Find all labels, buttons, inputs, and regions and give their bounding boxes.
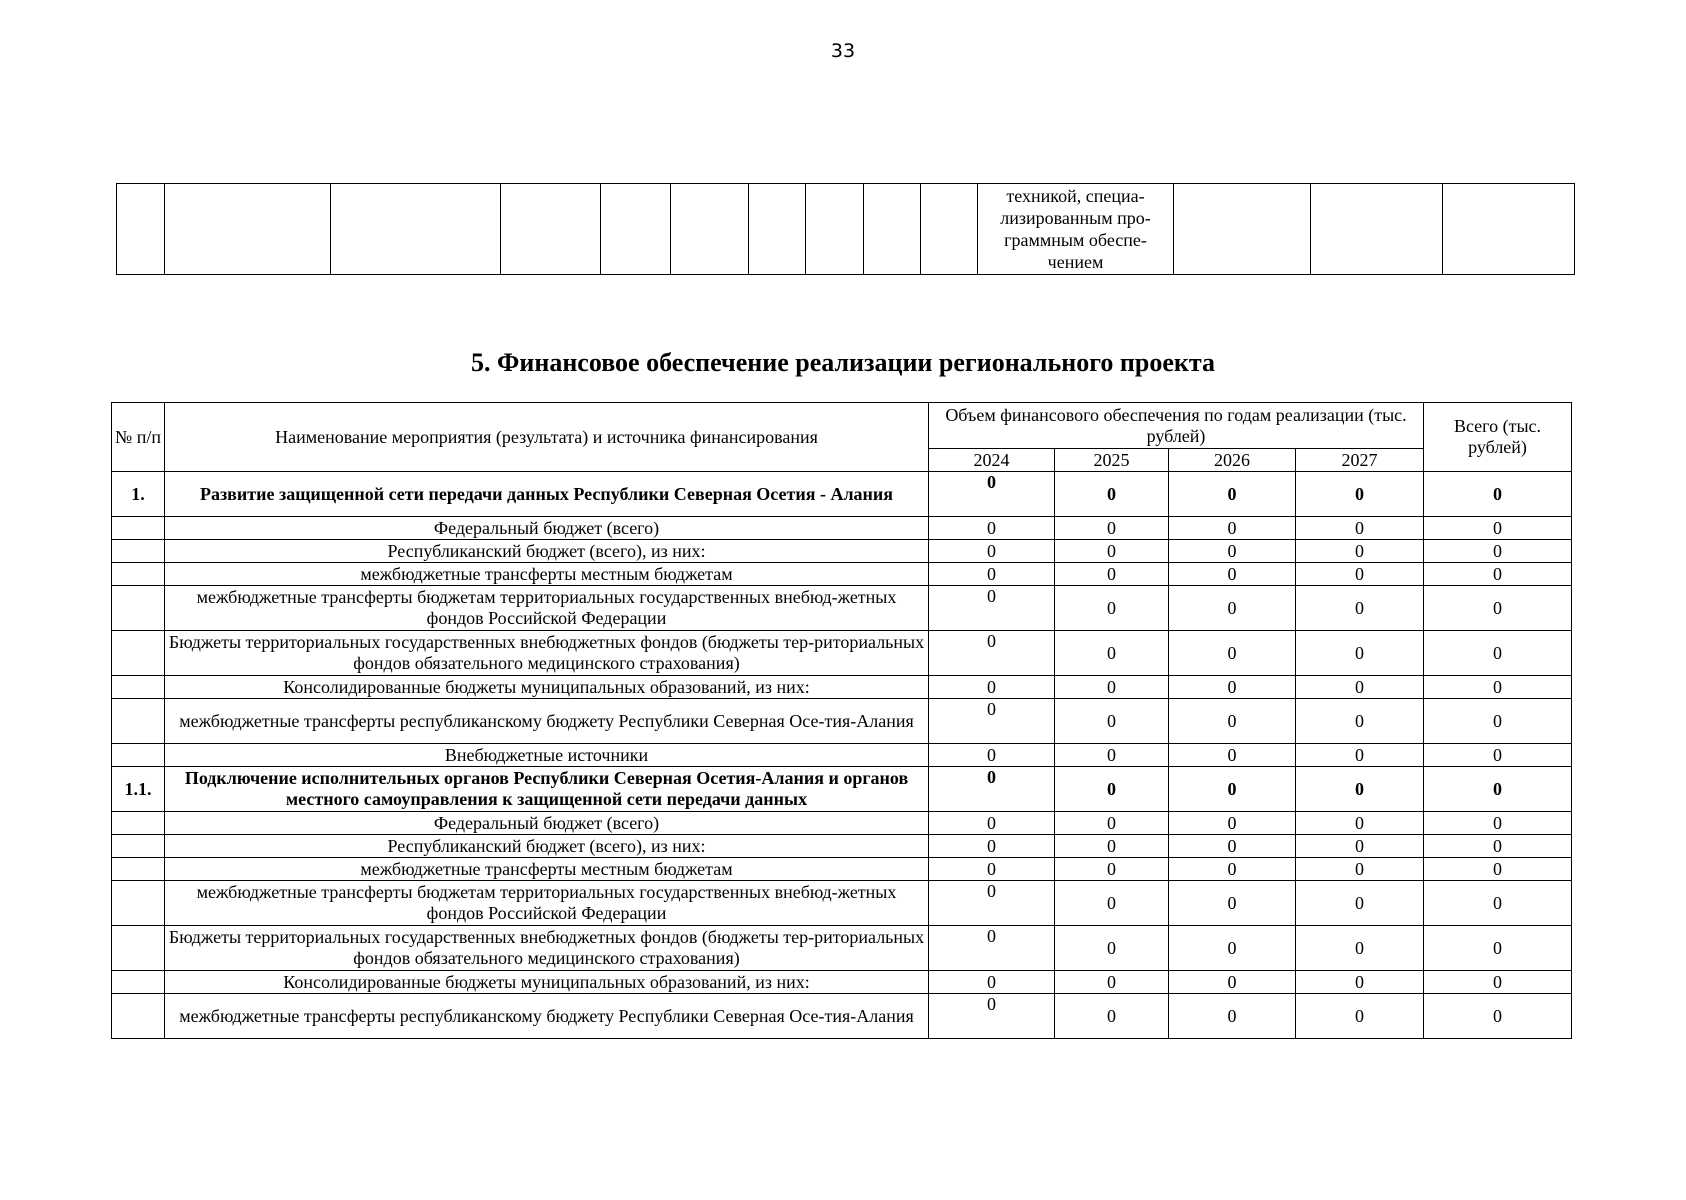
section-title: 5. Финансовое обеспечение реализации регионального проекта <box>471 348 1215 377</box>
row-value: 0 <box>1296 517 1424 540</box>
row-number <box>112 926 165 971</box>
row-value: 0 <box>1055 676 1169 699</box>
row-name: межбюджетные трансферты бюджетам территориальных государственных внебюд-жетных фондов Российской Федерации <box>165 586 929 631</box>
row-value: 0 <box>1055 631 1169 676</box>
row-value: 0 <box>1055 540 1169 563</box>
row-value: 0 <box>929 971 1055 994</box>
row-total: 0 <box>1424 563 1572 586</box>
table-row <box>112 676 1572 699</box>
row-total: 0 <box>1424 881 1572 926</box>
row-name: Федеральный бюджет (всего) <box>165 517 929 540</box>
table-row <box>112 926 1572 971</box>
continuation-row <box>117 184 1575 275</box>
row-name: межбюджетные трансферты республиканскому бюджету Республики Северная Осе-тия-Алания <box>165 994 929 1039</box>
header-volume: Объем финансового обеспечения по годам реализации (тыс. рублей) <box>929 403 1424 449</box>
row-value: 0 <box>1169 835 1296 858</box>
row-value: 0 <box>929 540 1055 563</box>
row-value: 0 <box>1296 676 1424 699</box>
row-value: 0 <box>1296 767 1424 812</box>
row-value: 0 <box>929 767 1055 812</box>
row-name: Консолидированные бюджеты муниципальных образований, из них: <box>165 676 929 699</box>
row-value: 0 <box>1169 744 1296 767</box>
row-value: 0 <box>929 994 1055 1039</box>
row-number <box>112 676 165 699</box>
row-name: Подключение исполнительных органов Республики Северная Осетия-Алания и органов местного самоуправления к защищенной сети передачи данных <box>165 767 929 812</box>
row-total: 0 <box>1424 676 1572 699</box>
row-value: 0 <box>1296 812 1424 835</box>
row-value: 0 <box>1296 926 1424 971</box>
row-value: 0 <box>1296 563 1424 586</box>
row-value: 0 <box>1055 586 1169 631</box>
row-value: 0 <box>1296 699 1424 744</box>
row-value: 0 <box>929 858 1055 881</box>
row-value: 0 <box>929 835 1055 858</box>
row-name: Консолидированные бюджеты муниципальных образований, из них: <box>165 971 929 994</box>
table-row <box>112 699 1572 744</box>
row-value: 0 <box>1169 586 1296 631</box>
row-total: 0 <box>1424 540 1572 563</box>
row-name: Развитие защищенной сети передачи данных Республики Северная Осетия - Алания <box>165 472 929 517</box>
row-value: 0 <box>1169 517 1296 540</box>
row-name: межбюджетные трансферты бюджетам территориальных государственных внебюд-жетных фондов Российской Федерации <box>165 881 929 926</box>
row-value: 0 <box>1055 517 1169 540</box>
row-value: 0 <box>1055 699 1169 744</box>
empty-cell <box>1174 184 1311 275</box>
row-value: 0 <box>929 676 1055 699</box>
row-total: 0 <box>1424 926 1572 971</box>
empty-cell <box>501 184 601 275</box>
page-number: 33 <box>830 40 856 62</box>
row-number <box>112 517 165 540</box>
row-number <box>112 631 165 676</box>
row-number: 1.1. <box>112 767 165 812</box>
row-value: 0 <box>1296 994 1424 1039</box>
row-number <box>112 563 165 586</box>
header-year: 2026 <box>1169 449 1296 472</box>
row-value: 0 <box>1296 744 1424 767</box>
row-value: 0 <box>1055 812 1169 835</box>
row-value: 0 <box>929 472 1055 517</box>
table-row <box>112 767 1572 812</box>
financing-table <box>111 402 1572 1039</box>
row-value: 0 <box>1169 994 1296 1039</box>
table-row <box>112 586 1572 631</box>
row-name: Республиканский бюджет (всего), из них: <box>165 540 929 563</box>
row-value: 0 <box>1055 926 1169 971</box>
row-value: 0 <box>929 881 1055 926</box>
row-value: 0 <box>1296 835 1424 858</box>
row-value: 0 <box>1296 540 1424 563</box>
table-row <box>112 540 1572 563</box>
row-value: 0 <box>929 699 1055 744</box>
empty-cell <box>806 184 864 275</box>
header-year: 2025 <box>1055 449 1169 472</box>
row-name: Бюджеты территориальных государственных внебюджетных фондов (бюджеты тер-риториальных фондов обязательного медицинского страхования) <box>165 926 929 971</box>
row-number <box>112 858 165 881</box>
header-num: № п/п <box>112 403 165 472</box>
row-total: 0 <box>1424 971 1572 994</box>
row-name: межбюджетные трансферты местным бюджетам <box>165 858 929 881</box>
row-number <box>112 812 165 835</box>
row-value: 0 <box>1169 767 1296 812</box>
row-value: 0 <box>1055 971 1169 994</box>
row-name: межбюджетные трансферты местным бюджетам <box>165 563 929 586</box>
row-value: 0 <box>929 926 1055 971</box>
empty-cell <box>601 184 671 275</box>
row-value: 0 <box>929 631 1055 676</box>
row-total: 0 <box>1424 812 1572 835</box>
table-row <box>112 744 1572 767</box>
table-row <box>112 472 1572 517</box>
header-year: 2027 <box>1296 449 1424 472</box>
row-value: 0 <box>1169 563 1296 586</box>
row-number <box>112 586 165 631</box>
table-row <box>112 563 1572 586</box>
table-row <box>112 971 1572 994</box>
row-total: 0 <box>1424 472 1572 517</box>
row-value: 0 <box>1055 767 1169 812</box>
row-value: 0 <box>1169 472 1296 517</box>
row-value: 0 <box>1169 676 1296 699</box>
row-total: 0 <box>1424 767 1572 812</box>
row-number <box>112 540 165 563</box>
row-number <box>112 971 165 994</box>
table-row <box>112 881 1572 926</box>
header-year: 2024 <box>929 449 1055 472</box>
empty-cell <box>331 184 501 275</box>
row-value: 0 <box>929 586 1055 631</box>
empty-cell <box>749 184 806 275</box>
continuation-table <box>116 183 1575 275</box>
row-total: 0 <box>1424 835 1572 858</box>
empty-cell <box>165 184 331 275</box>
row-name: межбюджетные трансферты республиканскому бюджету Республики Северная Осе-тия-Алания <box>165 699 929 744</box>
financing-table-body <box>112 472 1572 1039</box>
row-value: 0 <box>929 744 1055 767</box>
row-value: 0 <box>1055 881 1169 926</box>
row-value: 0 <box>929 563 1055 586</box>
row-value: 0 <box>1296 586 1424 631</box>
table-row <box>112 994 1572 1039</box>
empty-cell <box>1443 184 1575 275</box>
row-value: 0 <box>1055 994 1169 1039</box>
row-value: 0 <box>1296 472 1424 517</box>
row-name: Республиканский бюджет (всего), из них: <box>165 835 929 858</box>
row-number <box>112 699 165 744</box>
row-total: 0 <box>1424 631 1572 676</box>
row-value: 0 <box>1169 699 1296 744</box>
header-name: Наименование мероприятия (результата) и источника финансирования <box>165 403 929 472</box>
empty-cell <box>921 184 978 275</box>
row-value: 0 <box>1169 540 1296 563</box>
empty-cell <box>671 184 749 275</box>
table-row <box>112 858 1572 881</box>
empty-cell <box>1311 184 1443 275</box>
row-total: 0 <box>1424 744 1572 767</box>
row-number <box>112 994 165 1039</box>
row-value: 0 <box>929 812 1055 835</box>
row-value: 0 <box>1296 631 1424 676</box>
row-value: 0 <box>929 517 1055 540</box>
empty-cell <box>117 184 165 275</box>
row-value: 0 <box>1055 563 1169 586</box>
row-total: 0 <box>1424 699 1572 744</box>
row-value: 0 <box>1296 881 1424 926</box>
row-value: 0 <box>1055 472 1169 517</box>
table-row <box>112 517 1572 540</box>
row-number: 1. <box>112 472 165 517</box>
empty-cell <box>864 184 921 275</box>
row-name: Федеральный бюджет (всего) <box>165 812 929 835</box>
row-value: 0 <box>1055 744 1169 767</box>
row-value: 0 <box>1169 971 1296 994</box>
row-total: 0 <box>1424 858 1572 881</box>
continuation-text-cell: техникой, специа-лизированным про-граммным обеспе-чением <box>978 184 1174 275</box>
row-value: 0 <box>1296 971 1424 994</box>
table-row <box>112 631 1572 676</box>
row-total: 0 <box>1424 586 1572 631</box>
row-value: 0 <box>1055 858 1169 881</box>
row-value: 0 <box>1169 631 1296 676</box>
header-total: Всего (тыс. рублей) <box>1424 403 1572 472</box>
row-total: 0 <box>1424 517 1572 540</box>
header-row <box>112 403 1572 449</box>
table-row <box>112 835 1572 858</box>
row-value: 0 <box>1169 881 1296 926</box>
row-name: Бюджеты территориальных государственных внебюджетных фондов (бюджеты тер-риториальных фондов обязательного медицинского страхования) <box>165 631 929 676</box>
row-value: 0 <box>1169 858 1296 881</box>
row-value: 0 <box>1296 858 1424 881</box>
row-value: 0 <box>1169 926 1296 971</box>
row-number <box>112 881 165 926</box>
row-name: Внебюджетные источники <box>165 744 929 767</box>
row-number <box>112 744 165 767</box>
row-total: 0 <box>1424 994 1572 1039</box>
table-row <box>112 812 1572 835</box>
row-value: 0 <box>1055 835 1169 858</box>
row-value: 0 <box>1169 812 1296 835</box>
row-number <box>112 835 165 858</box>
